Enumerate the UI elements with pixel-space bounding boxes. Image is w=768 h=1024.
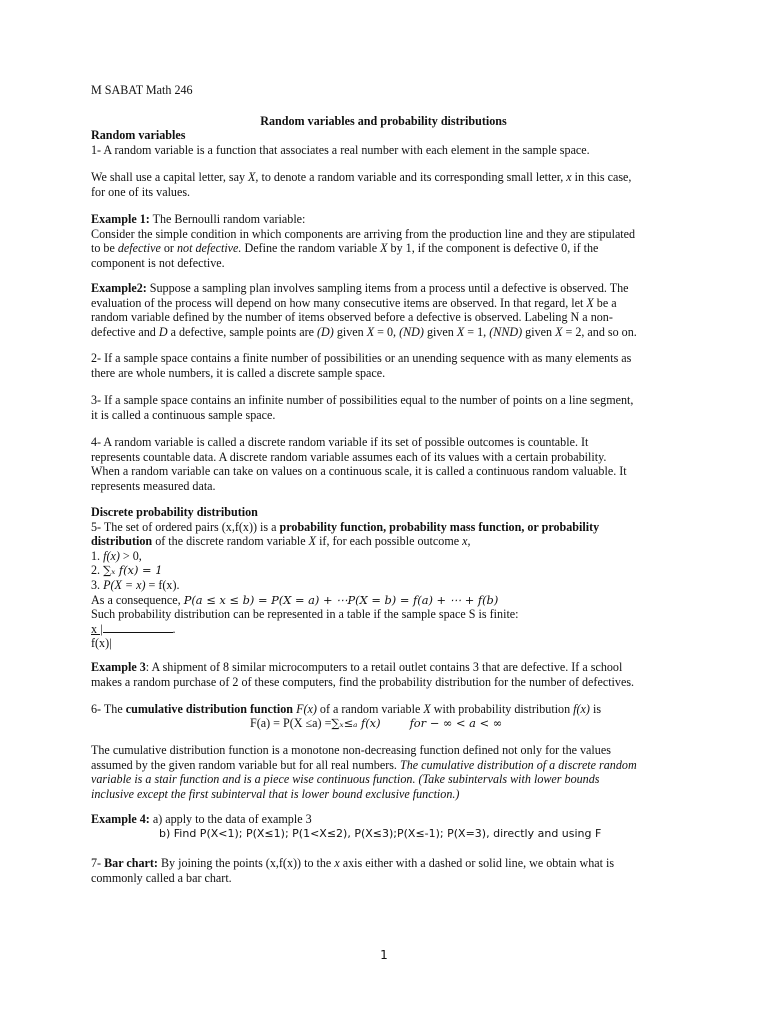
section-heading: Discrete probability distribution (91, 505, 258, 519)
example-2: Example2: Suppose a sampling plan involves sampling items from a process until a defective is observed. The evaluation of the process will depend on how many consecutive items are observed. In that regard, let X be a random variable defined by the number of items observed before a defective is observed. Labeling N a non- defective and D a defective, sample points are (D) given X = 0, (ND) given X = 1, (NND) given X = 2, and so on. (91, 281, 637, 339)
example-1: Example 1: The Bernoulli random variable: Consider the simple condition in which components are arriving from the production line and they are stipulated to be defective or not defective. Define the random variable X by 1, if the component is defective 0, if the component is not defective. (91, 212, 636, 270)
example-label: Example2: (91, 281, 147, 295)
cdf-formula: F(a) = P(X ≤a) =∑ₓ≤ₐ f(x) for − ∞ < a < ∞ (250, 716, 503, 730)
example-4: Example 4: a) apply to the data of example 3 b) Find P(X<1); P(X≤1); P(1<X≤2), P(X≤3);P(X≤-1); P(X=3), directly and using F (91, 812, 602, 840)
distribution-table-row-fx: f(x)| (91, 636, 112, 651)
example-label: Example 1: (91, 212, 150, 226)
section-discrete-distribution: Discrete probability distribution 5- The set of ordered pairs (x,f(x)) is a probability function, probability mass function, or probability distribution of the discrete random variable X if, for each possible outcome x, 1. f(x) > 0, 2. ∑ₓ f(x) = 1 3. P(X = x) = f(x). As a consequence, P(a ≤ x ≤ b) = P(X = a) + ⋯P(X = b) = f(a) + ⋯ + f(b) Such probability distribution can be represented in a table if the sample space S is finite: x | . f(x)| (91, 505, 676, 651)
section-random-variables (91, 128, 676, 157)
paragraph-notation: We shall use a capital letter, say X, to denote a random variable and its corresponding small letter, x in this case, for one of its values. (91, 170, 632, 199)
paragraph-discrete-sample-space: 2- If a sample space contains a finite number of possibilities or an unending sequence with as many elements as there are whole numbers, it is called a discrete sample space. (91, 351, 632, 380)
example-3: Example 3: A shipment of 8 similar microcomputers to a retail outlet contains 3 that are defective. If a school makes a random purchase of 2 of these computers, find the probability distribution for the number of defectives. (91, 660, 635, 689)
section-bar-chart: 7- Bar chart: By joining the points (x,f(x)) to the x axis either with a dashed or solid line, we obtain what is commonly called a bar chart. (91, 856, 615, 885)
paragraph-continuous-sample-space: 3- If a sample space contains an infinite number of possibilities equal to the number of points on a line segment, it is called a continuous sample space. (91, 393, 634, 422)
document-title: Random variables and probability distributions (260, 114, 507, 128)
distribution-table-row-x: x | . (91, 621, 176, 636)
paragraph-cdf: The cumulative distribution function is a monotone non-decreasing function defined not only for the values assumed by the given random variable but for all real numbers. The cumulative distribution of a discrete random variable is a stair function and is a piece wise continuous function. (Take subintervals with lower bounds inclusive except the first subinterval that is lower bound exclusive function.) (91, 743, 637, 801)
paragraph-discrete-rv: 4- A random variable is called a discrete random variable if its set of possible outcomes is countable. It represents countable data. A discrete random variable assumes each of its values with a certain probability. When a random variable can take on values on a continuous scale, it is called a continuous random valuable. It represents measured data. (91, 435, 627, 493)
paragraph-1: 1- A random variable is a function that associates a real number with each element in the sample space. (91, 142, 590, 157)
section-heading: Random variables (91, 128, 186, 142)
page-header: M SABAT Math 246 (91, 83, 193, 97)
example-label: Example 4: (91, 812, 150, 826)
section-cdf: 6- The cumulative distribution function F(x) of a random variable X with probability distribution f(x) is (91, 702, 602, 716)
example-label: Example 3 (91, 660, 146, 674)
page-number: 1 (380, 948, 388, 962)
